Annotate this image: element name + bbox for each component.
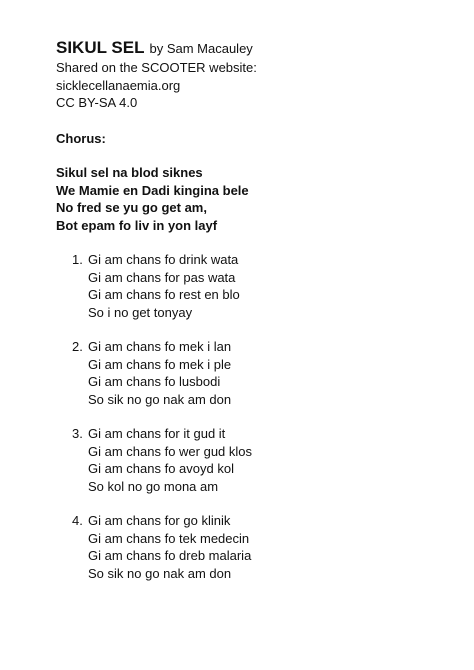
verse-item xyxy=(72,425,456,495)
verse-line: Gi am chans for it gud it xyxy=(88,426,226,441)
chorus-line: We Mamie en Dadi kingina bele xyxy=(56,182,249,198)
verse-line: Gi am chans fo rest en blo xyxy=(88,287,240,302)
verse-lines xyxy=(88,251,240,321)
chorus-line: Bot epam fo liv in yon layf xyxy=(56,217,218,233)
chorus-block xyxy=(56,164,456,234)
verse-item xyxy=(72,512,456,582)
verse-item xyxy=(72,338,456,408)
verse-line: Gi am chans fo drink wata xyxy=(88,252,239,267)
verse-lines xyxy=(88,338,231,408)
song-title: SIKUL SEL xyxy=(56,38,145,57)
chorus-line: No fred se yu go get am, xyxy=(56,200,207,215)
meta-line: Shared on the SCOOTER website: xyxy=(56,60,257,75)
verse-number: 4. xyxy=(72,513,83,528)
verse-line: So i no get tonyay xyxy=(88,304,193,320)
verse-line: So sik no go nak am don xyxy=(88,565,232,581)
title-line xyxy=(56,38,456,59)
verse-line: So sik no go nak am don xyxy=(88,391,232,407)
verse-line: Gi am chans fo avoyd kol xyxy=(88,461,234,476)
verse-line: Gi am chans fo mek i ple xyxy=(88,356,232,372)
verse-number: 1. xyxy=(72,252,83,267)
verse-item xyxy=(72,251,456,321)
meta-line: sicklecellanaemia.org xyxy=(56,77,181,93)
verse-line: Gi am chans fo mek i lan xyxy=(88,339,232,354)
song-sheet xyxy=(56,38,456,599)
verse-lines xyxy=(88,512,251,582)
verse-line: Gi am chans fo dreb malaria xyxy=(88,548,252,563)
verse-line: Gi am chans fo lusbodi xyxy=(88,374,221,389)
verse-number: 2. xyxy=(72,339,83,354)
meta-block xyxy=(56,59,456,112)
verse-line: Gi am chans for pas wata xyxy=(88,269,236,285)
meta-line: CC BY-SA 4.0 xyxy=(56,95,138,110)
verse-line: Gi am chans for go klinik xyxy=(88,513,231,528)
verse-line: So kol no go mona am xyxy=(88,478,219,494)
chorus-label: Chorus: xyxy=(56,130,106,146)
verse-line: Gi am chans fo tek medecin xyxy=(88,530,250,546)
song-byline: by Sam Macauley xyxy=(149,41,253,56)
chorus-line: Sikul sel na blod siknes xyxy=(56,165,203,180)
verse-list xyxy=(56,251,456,582)
verse-number: 3. xyxy=(72,426,83,441)
verse-lines xyxy=(88,425,252,495)
verse-line: Gi am chans fo wer gud klos xyxy=(88,443,253,459)
